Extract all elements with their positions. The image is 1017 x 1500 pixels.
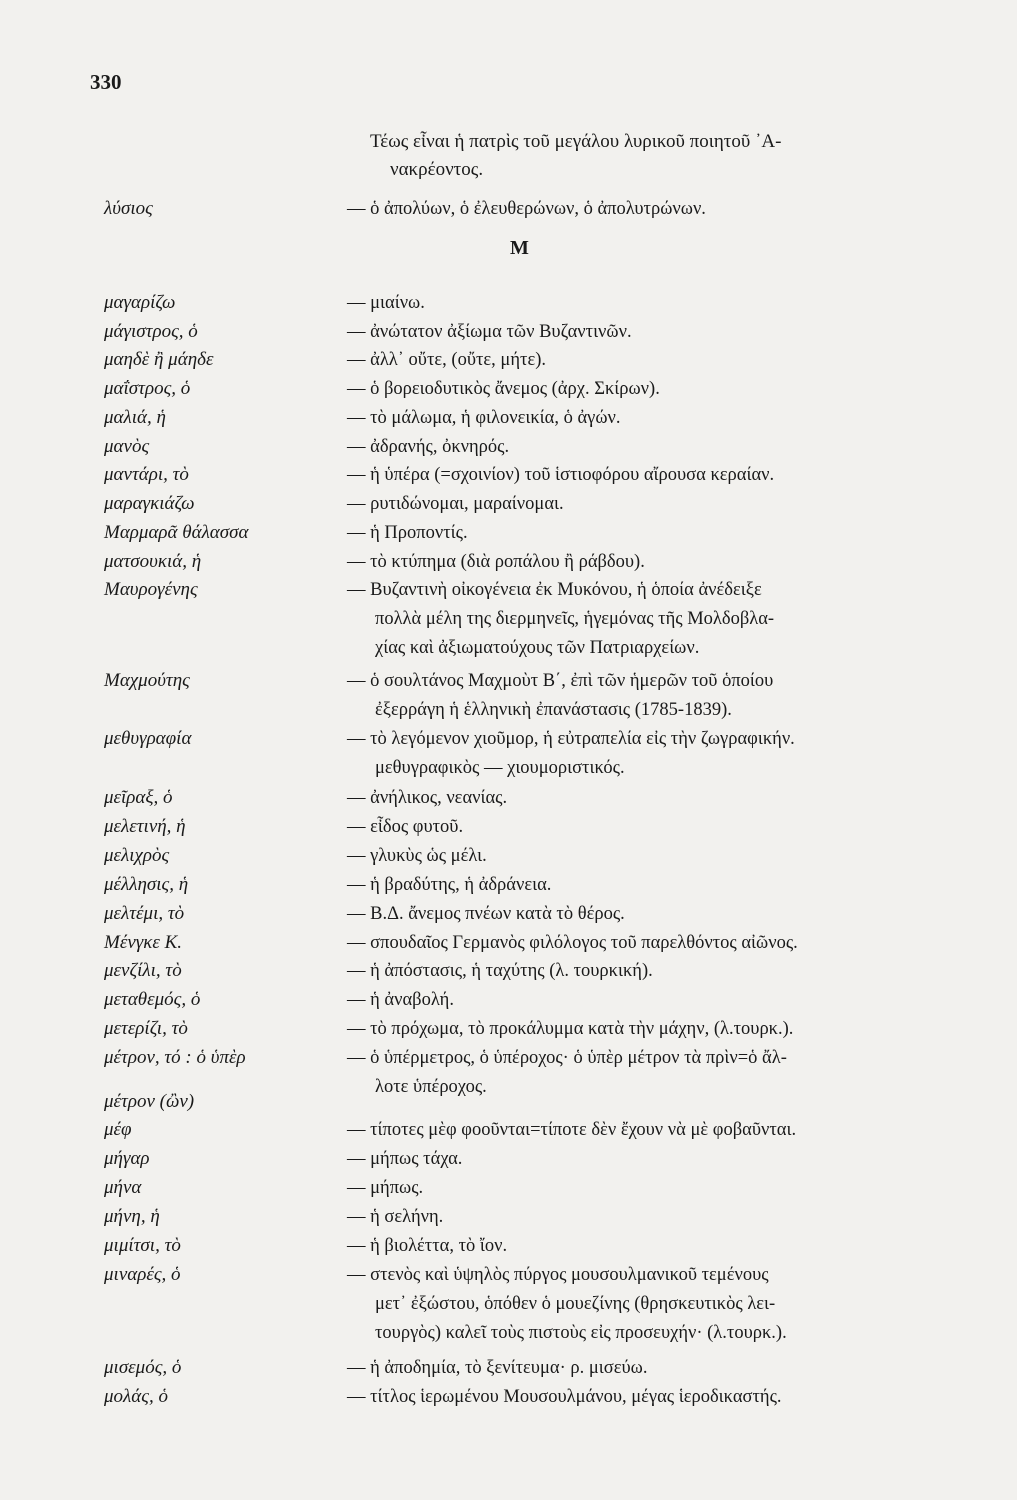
- entry-term: μαραγκιάζω: [104, 493, 195, 514]
- entry-term: μανὸς: [104, 436, 150, 457]
- definition-line: — τίτλος ἱερωμένου Μουσουλμάνου, μέγας ἱεροδικαστής.: [347, 1387, 782, 1407]
- entry-term: μολάς, ὁ: [104, 1386, 168, 1407]
- entry-definition: [347, 1174, 972, 1203]
- intro-line: Τέως εἶναι ἡ πατρὶς τοῦ μεγάλου λυρικοῦ ποιητοῦ ᾿Α-: [370, 131, 782, 152]
- definition-line: μεθυγραφικὸς — χιουμοριστικός.: [375, 758, 625, 778]
- entry-term: μέτρον (ὢν): [104, 1091, 195, 1112]
- entry-definition: [347, 576, 972, 663]
- entry-definition: [347, 346, 972, 375]
- definition-line: — τὸ μάλωμα, ἡ φιλονεικία, ὁ ἀγών.: [347, 408, 621, 428]
- entry-term: μενζίλι, τὸ: [104, 960, 182, 981]
- definition-line: — ἀδρανής, ὀκνηρός.: [347, 437, 510, 457]
- entry-definition: [347, 1261, 972, 1348]
- entry-term: μέφ: [104, 1119, 132, 1140]
- entry-term: μελιχρὸς: [104, 845, 170, 866]
- definition-line: — ὁ βορειοδυτικὸς ἄνεμος (ἀρχ. Σκίρων).: [347, 379, 660, 399]
- entry-definition: [347, 900, 972, 929]
- entry-term: μελτέμι, τὸ: [104, 903, 185, 924]
- definition-line: — ἡ βιολέττα, τὸ ἴον.: [347, 1236, 508, 1256]
- entry-term: μελετινή, ἡ: [104, 816, 186, 837]
- definition-line: — ὁ ἀπολύων, ὁ ἐλευθερώνων, ὁ ἀπολυτρώνων.: [347, 199, 706, 219]
- entry-definition: [347, 1383, 972, 1412]
- definition-line: — ἡ ἀπόστασις, ἡ ταχύτης (λ. τουρκική).: [347, 961, 653, 981]
- entry-term: μαγαρίζω: [104, 292, 176, 313]
- entry-term: μαηδὲ ἢ μάηδε: [104, 349, 214, 370]
- definition-line: — ἀνήλικος, νεανίας.: [347, 788, 508, 808]
- page-number: 330: [90, 70, 122, 94]
- definition-line: — ὁ ὑπέρμετρος, ὁ ὑπέροχος· ὁ ὑπὲρ μέτρον τὰ πρὶν=ὁ ἄλ-: [347, 1048, 787, 1068]
- entry-definition: [347, 784, 972, 813]
- definition-line: — τὸ πρόχωμα, τὸ προκάλυμμα κατὰ τὴν μάχην, (λ.τουρκ.).: [347, 1019, 794, 1039]
- entry-term: μεταθεμός, ὁ: [104, 989, 201, 1010]
- definition-line: τουργὸς) καλεῖ τοὺς πιστοὺς εἰς προσευχήν· (λ.τουρκ.).: [375, 1323, 787, 1343]
- entry-term: μήνα: [104, 1177, 142, 1198]
- intro-line: νακρέοντος.: [390, 159, 484, 180]
- entry-definition: [347, 725, 972, 783]
- definition-line: — ἡ ἀναβολή.: [347, 990, 454, 1010]
- entry-definition: [347, 1145, 972, 1174]
- definition-line: — ὁ σουλτάνος Μαχμοὺτ Β΄, ἐπὶ τῶν ἡμερῶν τοῦ ὁποίου: [347, 671, 774, 691]
- definition-line: — μιαίνω.: [347, 293, 425, 313]
- definition-line: ἐξερράγη ἡ ἑλληνικὴ ἐπανάστασις (1785-1839).: [375, 700, 732, 720]
- entry-definition: [347, 1044, 972, 1102]
- entry-definition: [347, 490, 972, 519]
- entry-definition: [347, 929, 972, 958]
- definition-line: πολλὰ μέλη της διερμηνεῖς, ἡγεμόνας τῆς Μολδοβλα-: [375, 609, 775, 629]
- definition-line: — ρυτιδώνομαι, μαραίνομαι.: [347, 494, 564, 514]
- definition-line: — ἀλλ᾿ οὔτε, (οὔτε, μήτε).: [347, 350, 547, 370]
- entry-definition: [347, 404, 972, 433]
- entry-definition: [347, 1232, 972, 1261]
- definition-line: — εἶδος φυτοῦ.: [347, 817, 464, 837]
- definition-line: — ἡ ἀποδημία, τὸ ξενίτευμα· ρ. μισεύω.: [347, 1358, 648, 1378]
- entry-definition: [347, 289, 972, 318]
- entry-definition: [347, 519, 972, 548]
- entry-term: μιναρές, ὁ: [104, 1264, 181, 1285]
- entry-term: ματσουκιά, ἡ: [104, 551, 202, 572]
- entry-term: μέλλησις, ἡ: [104, 874, 189, 895]
- definition-line: — ἡ σελήνη.: [347, 1207, 444, 1227]
- entry-term: μισεμός, ὁ: [104, 1357, 182, 1378]
- entry-term: Μαρμαρᾶ θάλασσα: [104, 522, 249, 543]
- definition-line: — ἀνώτατον ἀξίωμα τῶν Βυζαντινῶν.: [347, 322, 632, 342]
- entry-definition: [347, 1354, 972, 1383]
- definition-line: — ἡ ὑπέρα (=σχοινίον) τοῦ ἱστιοφόρου αἴρουσα κεραίαν.: [347, 465, 775, 485]
- definition-line: — Βυζαντινὴ οἰκογένεια ἐκ Μυκόνου, ἡ ὁποία ἀνέδειξε: [347, 580, 762, 600]
- entry-definition: [347, 1116, 972, 1145]
- entry-term: Μένγκε Κ.: [104, 932, 183, 953]
- entry-term: μαΐστρος, ὁ: [104, 378, 191, 399]
- entry-definition: [347, 871, 972, 900]
- entry-definition: [347, 461, 972, 490]
- section-letter: Μ: [510, 237, 529, 259]
- entry-term: μιμίτσι, τὸ: [104, 1235, 181, 1256]
- entry-term: Μαχμούτης: [104, 670, 190, 691]
- definition-line: — ἡ βραδύτης, ἡ ἀδράνεια.: [347, 875, 552, 895]
- entry-definition: [347, 548, 972, 577]
- entry-definition: [347, 957, 972, 986]
- entry-term: μαλιά, ἡ: [104, 407, 166, 428]
- entry-definition: [347, 842, 972, 871]
- entry-term: μήγαρ: [104, 1148, 150, 1169]
- entry-term: μάγιστρος, ὁ: [104, 321, 198, 342]
- entry-definition: [347, 1203, 972, 1232]
- entry-term: Μαυρογένης: [104, 579, 198, 600]
- definition-line: χίας καὶ ἀξιωματούχους τῶν Πατριαρχείων.: [375, 638, 700, 658]
- definition-line: — τὸ κτύπημα (διὰ ροπάλου ἢ ράβδου).: [347, 552, 645, 572]
- definition-line: — ἡ Προποντίς.: [347, 523, 468, 543]
- entry-term: μεθυγραφία: [104, 728, 192, 749]
- definition-line: — γλυκὺς ὡς μέλι.: [347, 846, 487, 866]
- entry-term: μέτρον, τό : ὁ ὑπὲρ: [104, 1047, 246, 1068]
- definition-line: — στενὸς καὶ ὑψηλὸς πύργος μουσουλμανικοῦ τεμένους: [347, 1265, 769, 1285]
- entry-term: λύσιος: [104, 198, 153, 219]
- entry-term: μήνη, ἡ: [104, 1206, 160, 1227]
- entry-definition: [347, 433, 972, 462]
- definition-line: — Β.Δ. ἄνεμος πνέων κατὰ τὸ θέρος.: [347, 904, 625, 924]
- entry-definition: [347, 986, 972, 1015]
- definition-line: μετ᾿ ἐξώστου, ὁπόθεν ὁ μουεζίνης (θρησκευτικὸς λει-: [375, 1294, 776, 1314]
- entry-definition: [347, 375, 972, 404]
- entry-definition: [347, 195, 972, 224]
- entry-term: μεῖραξ, ὁ: [104, 787, 173, 808]
- definition-line: — τὸ λεγόμενον χιοῦμορ, ἡ εὐτραπελία εἰς τὴν ζωγραφικήν.: [347, 729, 795, 749]
- entry-definition: [347, 318, 972, 347]
- entry-definition: [347, 813, 972, 842]
- definition-line: — τίποτες μὲφ φοοῦνται=τίποτε δὲν ἔχουν νὰ μὲ φοβαῦνται.: [347, 1120, 797, 1140]
- entry-definition: [347, 667, 972, 725]
- entry-term: μετερίζι, τὸ: [104, 1018, 188, 1039]
- definition-line: — σπουδαῖος Γερμανὸς φιλόλογος τοῦ παρελθόντος αἰῶνος.: [347, 933, 798, 953]
- definition-line: λοτε ὑπέροχος.: [375, 1077, 487, 1097]
- entry-term: μαντάρι, τὸ: [104, 464, 189, 485]
- entry-definition: [347, 1015, 972, 1044]
- definition-line: — μήπως.: [347, 1178, 424, 1198]
- definition-line: — μήπως τάχα.: [347, 1149, 463, 1169]
